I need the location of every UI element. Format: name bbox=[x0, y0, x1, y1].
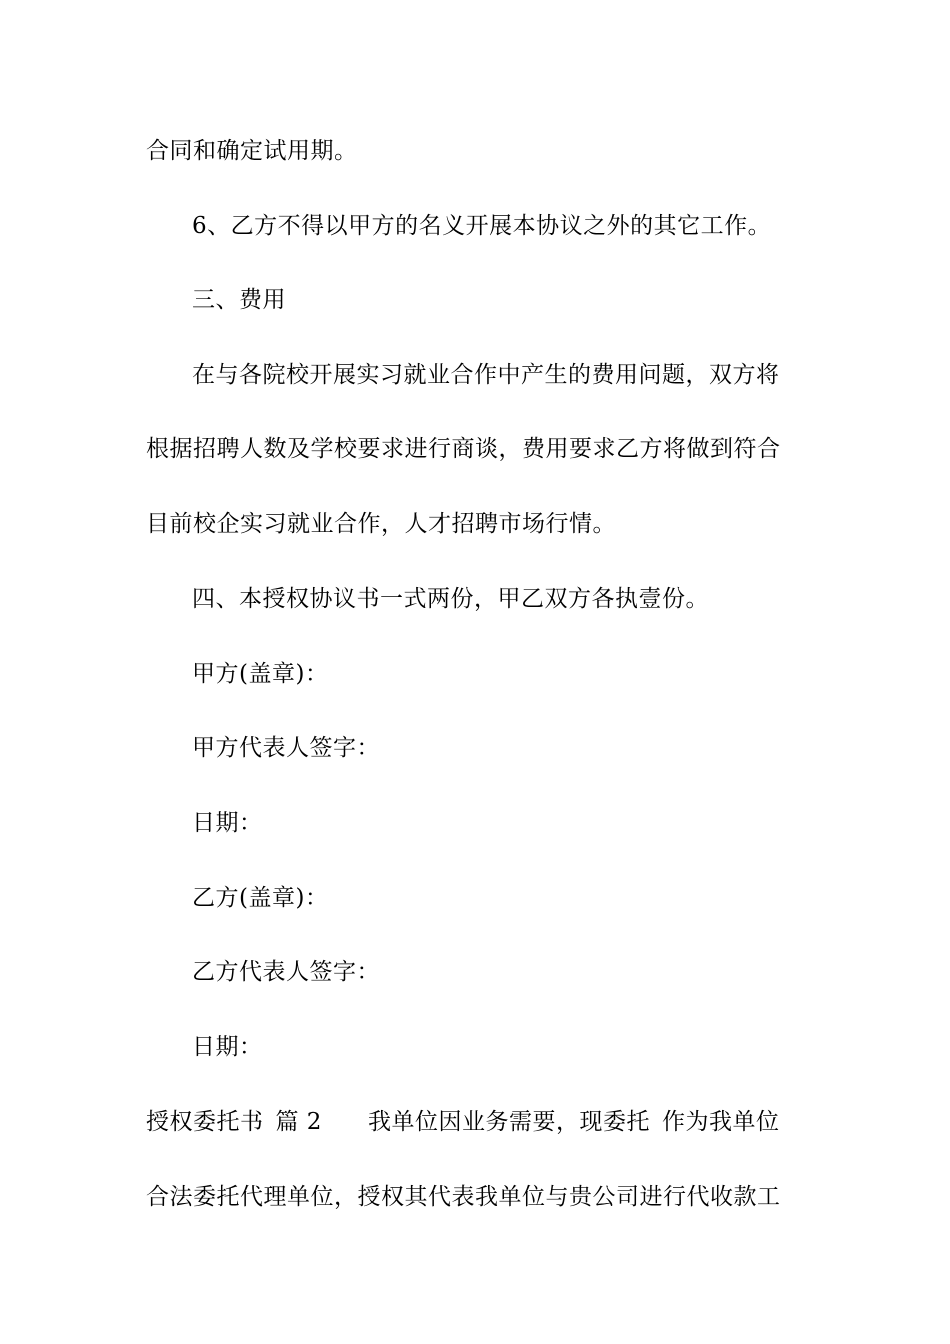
section2-text-a: 我单位因业务需要，现委托 bbox=[367, 1109, 650, 1135]
party-a-seal-label: 甲方(盖章)： bbox=[192, 661, 329, 687]
clause-6: 6、乙方不得以甲方的名义开展本协议之外的其它工作。 bbox=[192, 213, 772, 239]
section2-number: 篇 2 bbox=[275, 1109, 322, 1135]
section2-heading-line bbox=[146, 1107, 816, 1137]
party-b-date-label: 日期： bbox=[192, 1034, 263, 1060]
paragraph-line: 目前校企实习就业合作，人才招聘市场行情。 bbox=[146, 511, 616, 537]
party-a-date-label: 日期： bbox=[192, 810, 263, 836]
section2-title: 授权委托书 bbox=[146, 1109, 264, 1135]
paragraph-line: 根据招聘人数及学校要求进行商谈，费用要求乙方将做到符合 bbox=[146, 436, 781, 462]
party-b-seal-label: 乙方(盖章)： bbox=[192, 885, 329, 911]
section-heading-fees: 三、费用 bbox=[192, 287, 286, 313]
paragraph-line: 合同和确定试用期。 bbox=[146, 138, 358, 164]
section2-text-b: 作为我单位 bbox=[661, 1109, 780, 1135]
party-b-signature-label: 乙方代表人签字： bbox=[192, 959, 380, 985]
party-a-signature-label: 甲方代表人签字： bbox=[192, 735, 380, 761]
paragraph-line: 在与各院校开展实习就业合作中产生的费用问题，双方将 bbox=[192, 362, 780, 388]
clause-four: 四、本授权协议书一式两份，甲乙双方各执壹份。 bbox=[192, 586, 709, 612]
paragraph-line: 合法委托代理单位，授权其代表我单位与贵公司进行代收款工 bbox=[146, 1184, 781, 1210]
